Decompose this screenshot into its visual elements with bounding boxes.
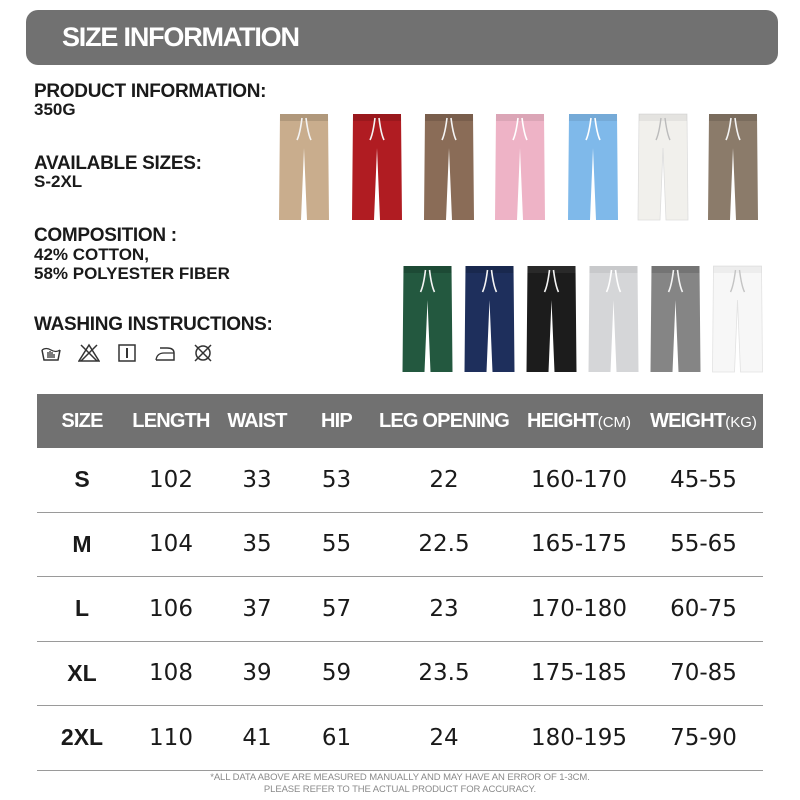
pants-off-white (635, 110, 691, 222)
header-waist: WAIST (227, 409, 287, 432)
pants-gray (647, 262, 704, 374)
header-hip: HIP (321, 409, 352, 432)
cell-hip: 57 (321, 595, 352, 622)
header-leg-opening: LEG OPENING (378, 409, 510, 432)
available-sizes-label: AVAILABLE SIZES: (34, 153, 202, 174)
cell-size: L (74, 595, 90, 622)
cell-hip: 61 (321, 724, 352, 751)
header-banner (26, 10, 778, 65)
cell-height: 170-180 (530, 595, 628, 622)
cell-hip: 59 (321, 660, 352, 687)
cell-weight: 45-55 (670, 466, 737, 493)
available-sizes-value: S-2XL (34, 172, 83, 191)
header-height: HEIGHT(CM) (526, 409, 632, 432)
cell-hip: 55 (321, 531, 352, 558)
composition-label: COMPOSITION : (34, 225, 177, 246)
product-info (34, 82, 266, 119)
composition (34, 226, 230, 283)
cell-leg-opening: 22 (429, 466, 459, 493)
cell-leg-opening: 23 (429, 595, 459, 622)
cell-leg-opening: 22.5 (418, 531, 470, 558)
footnote-line-1: *ALL DATA ABOVE ARE MEASURED MANUALLY AND MAY HAVE AN ERROR OF 1-3CM. (210, 772, 590, 783)
cell-length: 108 (149, 660, 193, 687)
cell-height: 165-175 (530, 531, 628, 558)
cell-length: 104 (149, 531, 193, 558)
no-dry-clean-icon (192, 343, 214, 363)
pants-white (709, 262, 766, 374)
cell-size: XL (67, 659, 97, 686)
header-size: SIZE (61, 409, 103, 432)
tumble-dry-icon (116, 343, 138, 363)
washing-icons (40, 343, 214, 363)
cell-waist: 41 (242, 724, 272, 751)
header-weight: WEIGHT(KG) (650, 409, 757, 432)
table-row (37, 448, 763, 513)
header-weight-unit: (KG) (725, 413, 757, 431)
cell-leg-opening: 23.5 (418, 660, 470, 687)
table-row (37, 577, 763, 642)
composition-line-2: 58% POLYESTER FIBER (34, 264, 230, 283)
cell-waist: 37 (242, 595, 272, 622)
cell-weight: 70-85 (670, 660, 737, 687)
size-table (37, 394, 763, 771)
washing-instructions-label: WASHING INSTRUCTIONS: (34, 314, 273, 335)
pants-green (399, 262, 456, 374)
pants-khaki (276, 110, 332, 222)
pants-brown (421, 110, 477, 222)
cell-waist: 35 (242, 531, 272, 558)
no-bleach-icon (78, 343, 100, 363)
header-length: LENGTH (132, 409, 210, 432)
header-height-unit: (CM) (597, 413, 632, 431)
available-sizes (34, 154, 202, 191)
cell-weight: 60-75 (670, 595, 737, 622)
pants-navy (461, 262, 518, 374)
cell-waist: 39 (242, 660, 272, 687)
cell-size: 2XL (60, 724, 104, 751)
footnote-line-2: PLEASE REFER TO THE ACTUAL PRODUCT FOR ACCURACY. (263, 784, 537, 795)
cell-size: M (72, 530, 92, 557)
table-row (37, 706, 763, 771)
cell-size: S (74, 466, 90, 493)
product-info-label: PRODUCT INFORMATION: (34, 81, 267, 102)
pants-light-gray (585, 262, 642, 374)
footnote (0, 772, 800, 796)
composition-line-1: 42% COTTON, (34, 245, 149, 264)
cell-weight: 55-65 (670, 531, 737, 558)
cell-leg-opening: 24 (429, 724, 459, 751)
cell-length: 106 (149, 595, 193, 622)
cell-height: 160-170 (530, 466, 628, 493)
pants-red (349, 110, 405, 222)
pants-taupe (705, 110, 761, 222)
cell-height: 175-185 (530, 660, 628, 687)
cell-weight: 75-90 (670, 724, 737, 751)
banner-title: SIZE INFORMATION (62, 22, 299, 52)
product-info-value: 350G (34, 100, 76, 119)
hand-wash-icon (40, 343, 62, 363)
table-row (37, 642, 763, 707)
table-header (37, 394, 763, 448)
pants-black (523, 262, 580, 374)
table-row (37, 513, 763, 578)
washing-instructions (34, 315, 273, 334)
cell-height: 180-195 (530, 724, 628, 751)
cell-waist: 33 (242, 466, 272, 493)
pants-pink (492, 110, 548, 222)
cell-length: 110 (149, 724, 193, 751)
cell-length: 102 (149, 466, 193, 493)
pants-sky-blue (565, 110, 621, 222)
cell-hip: 53 (321, 466, 352, 493)
iron-icon (154, 343, 176, 363)
